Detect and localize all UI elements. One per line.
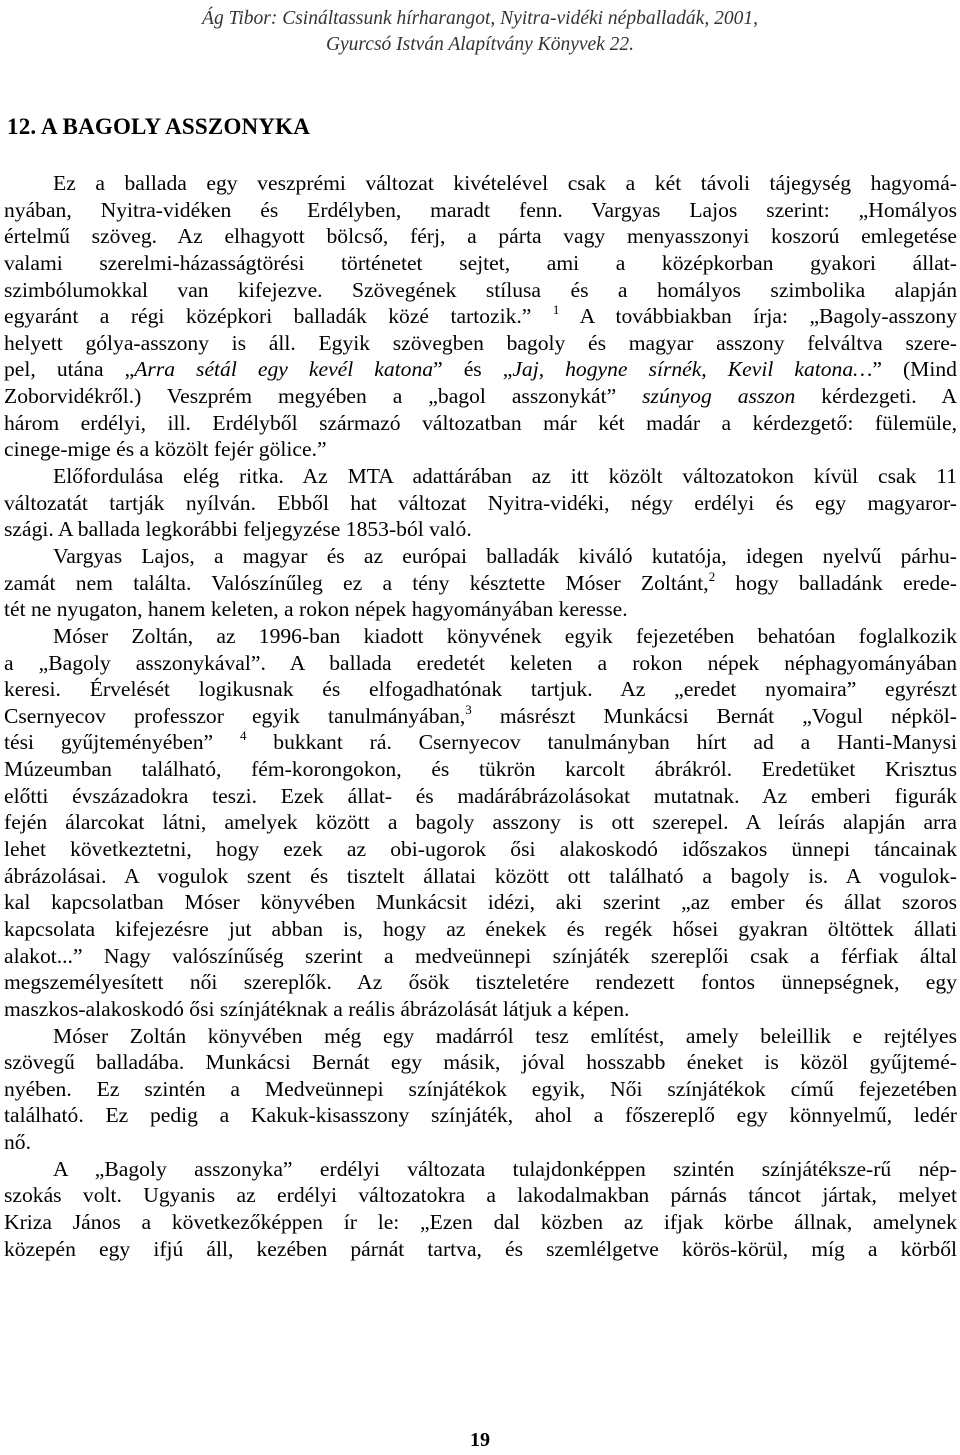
text-line: szági. A ballada legkorábbi feljegyzése 1853-ból való. xyxy=(4,517,472,542)
text-line: a „Bagoly asszonykával”. A ballada eredetét keleten a rokon népek néphagyományában xyxy=(4,650,957,675)
text-line: keresi. Érvelését logikusnak és elfogadhatónak tartjuk. Az „eredet nyomaira” egyrészt xyxy=(4,677,957,702)
text-line: található. Ez pedig a Kakuk-kisasszony színjáték, ahol a főszereplő egy könnyelmű, ledér xyxy=(4,1103,957,1128)
page-number: 19 xyxy=(470,1429,490,1451)
text-line: valami szerelmi-házasságtörési történetet sejtet, ami a középkorban gyakori állat- xyxy=(4,250,957,275)
text-line: kal kapcsolatban Móser könyvében Munkácsit idézi, aki szerint „az ember és állat szoros xyxy=(4,890,957,915)
text-line: tési gyűjteményében” $^4$ bukkant rá. Csernyecov tanulmányban hírt ad a Hanti-Manysi xyxy=(4,728,957,755)
text-line: nyében. Ez szintén a Medveünnepi színjátékok egyik, Női színjátékok című fejezetében xyxy=(4,1076,957,1101)
text-line: Előfordulása elég ritka. Az MTA adattárában az itt közölt változatokon kívül csak 11 xyxy=(53,464,957,489)
running-header xyxy=(0,6,960,58)
text-line: egyaránt a régi középkori balladák közé tartozik.” $^1$ A továbbiakban írja: „Bagoly-asszony xyxy=(4,302,957,329)
text-line: közepén egy ifjú áll, kezében párnát tartva, és szemlélgetve körös-körül, míg a körből xyxy=(4,1236,957,1261)
text-line: Kriza János a következőképpen ír le: „Ezen dal közben az ifjak körbe állnak, amelynek xyxy=(4,1209,957,1234)
text-line: megszemélyesített női szereplők. Az ősök tiszteletére rendezett fontos ünnepségnek, egy xyxy=(4,970,957,995)
quoted-phrase: szúnyog asszon xyxy=(642,384,796,409)
text-line: A „Bagoly asszonyka” erdélyi változata tulajdonképpen szintén színjátéksze-rű nép- xyxy=(53,1156,957,1181)
text-line: változatát tartják nyílván. Ebből hat változat Nyitra-vidéki, négy erdélyi és egy magyaror- xyxy=(4,490,957,515)
text-line: helyett gólya-asszony is áll. Egyik szövegben bagoly és magyar asszony felváltva szere- xyxy=(4,330,957,355)
text-line: Zoborvidékről.) Veszprém megyében a „bagol asszonykát” szúnyog asszon kérdezgeti. A xyxy=(4,384,958,409)
text-line: lehet következtetni, hogy ezek az obi-ugorok ősi alakoskodó időszakos ünnepi táncainak xyxy=(4,837,957,862)
body-text xyxy=(4,170,957,1262)
text-line: kapcsolata kifejezésre jut abban is, hogy az énekek és regék hősei gyakran öltöttek állati xyxy=(4,916,957,941)
text-line: szövegű balladába. Munkácsi Bernát egy másik, jóval hosszabb éneket is közöl gyűjtemé- xyxy=(4,1050,957,1075)
text-line: maszkos-alakoskodó ősi színjátéknak a reális ábrázolását látjuk a képen. xyxy=(4,996,630,1021)
text-line: Ez a ballada egy veszprémi változat kivételével csak a két távoli tájegység hagyomá- xyxy=(53,171,957,195)
text-line: Vargyas Lajos, a magyar és az európai balladák kiváló kutatója, idegen nyelvű párhu- xyxy=(53,543,957,568)
quoted-song-line: Jaj, hogyne sírnék, Kevil katona… xyxy=(512,357,873,382)
text-line: zamát nem találta. Valószínűleg ez a tény késztette Móser Zoltánt,$^2$ hogy balladánk erede- xyxy=(4,568,957,595)
text-line: értelmű szöveg. Az elhagyott bölcső, férj, a párta vagy menyasszonyi koszorú emlegetése xyxy=(4,224,957,249)
footnote-mark: 2 xyxy=(708,568,716,584)
footnote-mark: 3 xyxy=(465,701,472,717)
header-line-2: Gyurcsó István Alapítvány Könyvek 22. xyxy=(325,34,635,55)
text-line: nő. xyxy=(4,1130,31,1155)
text-line: ábrázolásai. A vogulok szent és tisztelt állatai között ott található a bagoly is. A vogulok- xyxy=(4,863,957,888)
text-line: szimbólumokkal van kifejezve. Szövegének stílusa és a homályos szimbolika alapján xyxy=(4,277,957,302)
text-line: pel, utána „Arra sétál egy kevél katona” és „Jaj, hogyne sírnék, Kevil katona…” (Mind xyxy=(4,357,957,382)
quoted-song-line: Arra sétál egy kevél katona xyxy=(134,357,434,382)
header-line-1: Ág Tibor: Csináltassunk hírharangot, Nyitra-vidéki népballadák, 2001, xyxy=(202,8,758,29)
text-line: Csernyecov professzor egyik tanulmányában,$^3$ másrészt Munkácsi Bernát „Vogul népköl- xyxy=(4,701,957,728)
text-line: alakot...” Nagy valószínűség szerint a medveünnepi színjáték szereplői csak a férfiak által xyxy=(4,943,957,968)
chapter-title: 12. A BAGOLY ASSZONYKA xyxy=(7,114,311,139)
footnote-mark: 1 xyxy=(552,302,560,318)
text-line: fején álarcokat látni, amelyek között a bagoly asszony is ott szerepel. A leírás alapján arra xyxy=(4,810,957,835)
text-line: Móser Zoltán könyvében még egy madárról tesz említést, amely beleillik e rejtélyes xyxy=(53,1023,957,1048)
text-line: Múzeumban található, fém-korongokon, és tükrön karcolt ábrákról. Eredetüket Krisztus xyxy=(4,757,957,782)
footnote-mark: 4 xyxy=(239,728,247,744)
text-line: cinege-mige és a közölt fejér gölice.” xyxy=(4,437,327,462)
text-line: három erdélyi, ill. Erdélyből származó változatban már két madár a kérdezgető: fülemüle, xyxy=(4,410,957,435)
text-line: tét ne nyugaton, hanem keleten, a rokon népek hagyományában keresse. xyxy=(4,597,628,622)
text-line: szokás volt. Ugyanis az erdélyi változatokra a lakodalmakban párnás táncot jártak, melyet xyxy=(4,1183,957,1208)
text-line: Móser Zoltán, az 1996-ban kiadott könyvének egyik fejezetében behatóan foglalkozik xyxy=(53,623,957,648)
text-line: előtti évszázadokra teszi. Ezek állat- és madárábrázolásokat mutatnak. Az emberi figurák xyxy=(4,783,957,808)
text-line: nyában, Nyitra-vidéken és Erdélyben, maradt fenn. Vargyas Lajos szerint: „Homályos xyxy=(4,197,957,222)
